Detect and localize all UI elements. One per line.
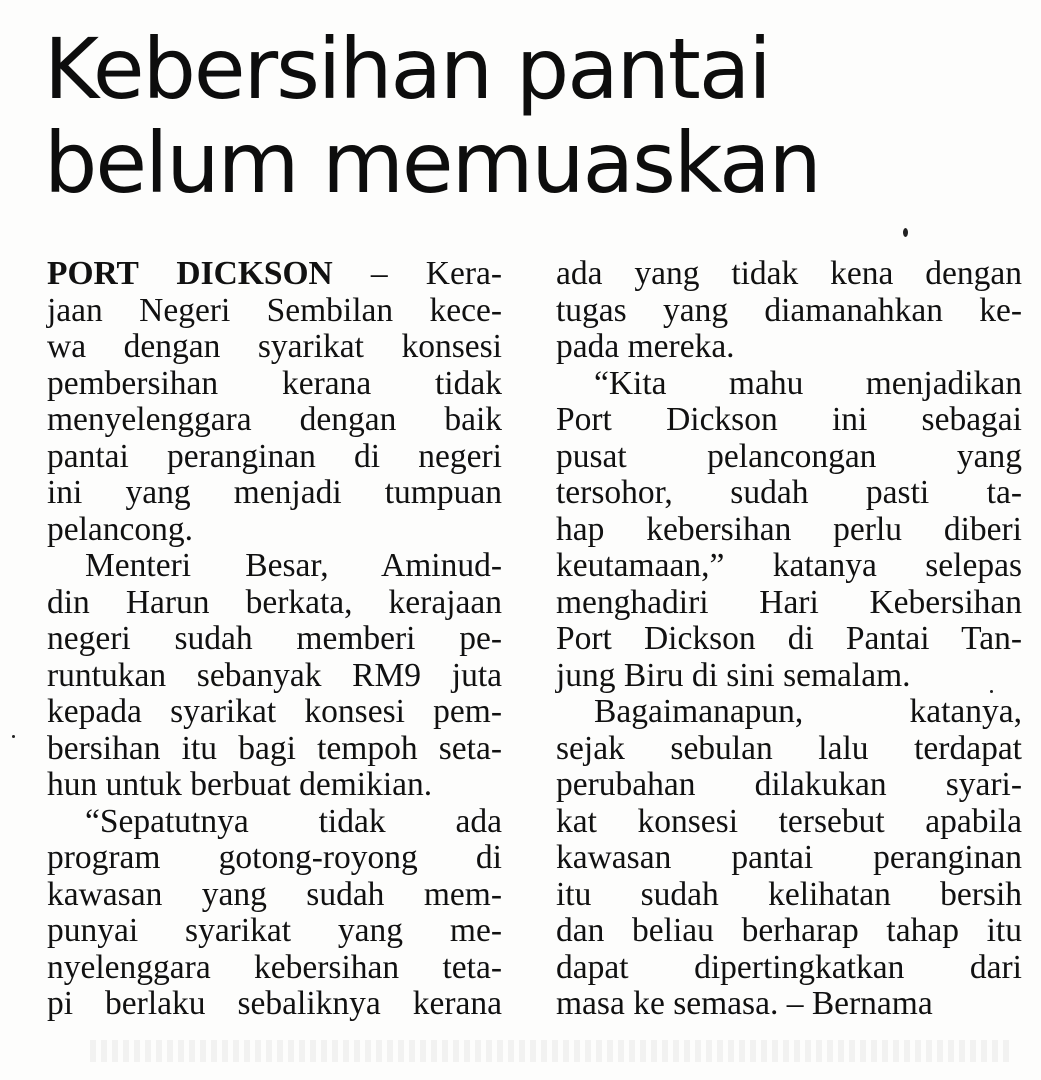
ink-speck	[903, 228, 908, 237]
article-text-line: pada mereka.	[556, 328, 735, 365]
article-text-line: dan beliau berharap tahap itu	[556, 912, 1022, 949]
article-text-line: keutamaan,” katanya selepas	[556, 547, 1022, 584]
article-text-line: “Sepatutnya tidak ada	[85, 802, 502, 840]
headline-line-2: belum memuaskan	[44, 114, 820, 212]
article-text-line: negeri sudah memberi pe-	[47, 620, 502, 657]
article-text-line: program gotong-royong di	[47, 839, 502, 876]
ink-speck	[990, 690, 993, 693]
article-text-line: pelancong.	[47, 510, 194, 548]
dateline: PORT DICKSON	[47, 255, 333, 292]
article-text-line: hap kebersihan perlu diberi	[556, 510, 1022, 548]
print-bleed-smudge	[90, 1040, 1010, 1062]
article-text-line: masa ke semasa. – Bernama	[556, 985, 933, 1022]
article-text-line: ini yang menjadi tumpuan	[47, 474, 502, 511]
article-text-line: ada yang tidak kena dengan	[556, 255, 1022, 292]
article-text-line: “Kita mahu menjadikan	[594, 364, 1022, 402]
article-text-line: din Harun berkata, kerajaan	[47, 583, 502, 621]
article-text-line: punyai syarikat yang me-	[47, 912, 502, 949]
article-text-line: PORT DICKSON – Kera-	[47, 255, 502, 292]
article-text-line: menghadiri Hari Kebersihan	[556, 583, 1022, 621]
article-text-line: runtukan sebanyak RM9 juta	[47, 656, 502, 694]
headline-line-1: Kebersihan pantai	[44, 20, 770, 118]
article-text-line: wa dengan syarikat konsesi	[47, 328, 502, 365]
article-text-line: menyelenggara dengan baik	[47, 401, 502, 438]
article-text-line: itu sudah kelihatan bersih	[556, 875, 1022, 913]
article-text-line: kawasan yang sudah mem-	[47, 875, 502, 913]
article-headline	[44, 22, 1004, 210]
article-text-line: kawasan pantai peranginan	[556, 839, 1022, 876]
article-text-line: tugas yang diamanahkan ke-	[556, 291, 1022, 329]
article-text-line: tersohor, sudah pasti ta-	[556, 474, 1022, 511]
article-column-right	[556, 256, 1022, 1023]
article-text-line: sejak sebulan lalu terdapat	[556, 729, 1022, 767]
article-text-line: nyelenggara kebersihan teta-	[47, 948, 502, 986]
article-text-line: jung Biru di sini semalam.	[556, 656, 911, 694]
article-text-line: pantai peranginan di negeri	[47, 437, 502, 475]
article-text-line: kepada syarikat konsesi pem-	[47, 693, 502, 730]
article-text-line: bersihan itu bagi tempoh seta-	[47, 729, 502, 767]
article-text-line: kat konsesi tersebut apabila	[556, 802, 1022, 840]
article-text-line: jaan Negeri Sembilan kece-	[47, 291, 502, 329]
ink-speck	[12, 735, 15, 738]
article-text-line: hun untuk berbuat demikian.	[47, 766, 433, 803]
article-text-line: perubahan dilakukan syari-	[556, 766, 1022, 803]
article-text-line: Port Dickson di Pantai Tan-	[556, 620, 1022, 657]
article-text-line: Bagaimanapun, katanya,	[594, 693, 1022, 730]
article-text-line: pembersihan kerana tidak	[47, 364, 502, 402]
article-text-line: pi berlaku sebaliknya kerana	[47, 985, 502, 1022]
article-column-left	[47, 256, 502, 1023]
article-text-line: Menteri Besar, Aminud-	[85, 547, 502, 584]
article-text-line: Port Dickson ini sebagai	[556, 401, 1022, 438]
article-text-line: dapat dipertingkatkan dari	[556, 948, 1022, 986]
article-text-line: pusat pelancongan yang	[556, 437, 1022, 475]
